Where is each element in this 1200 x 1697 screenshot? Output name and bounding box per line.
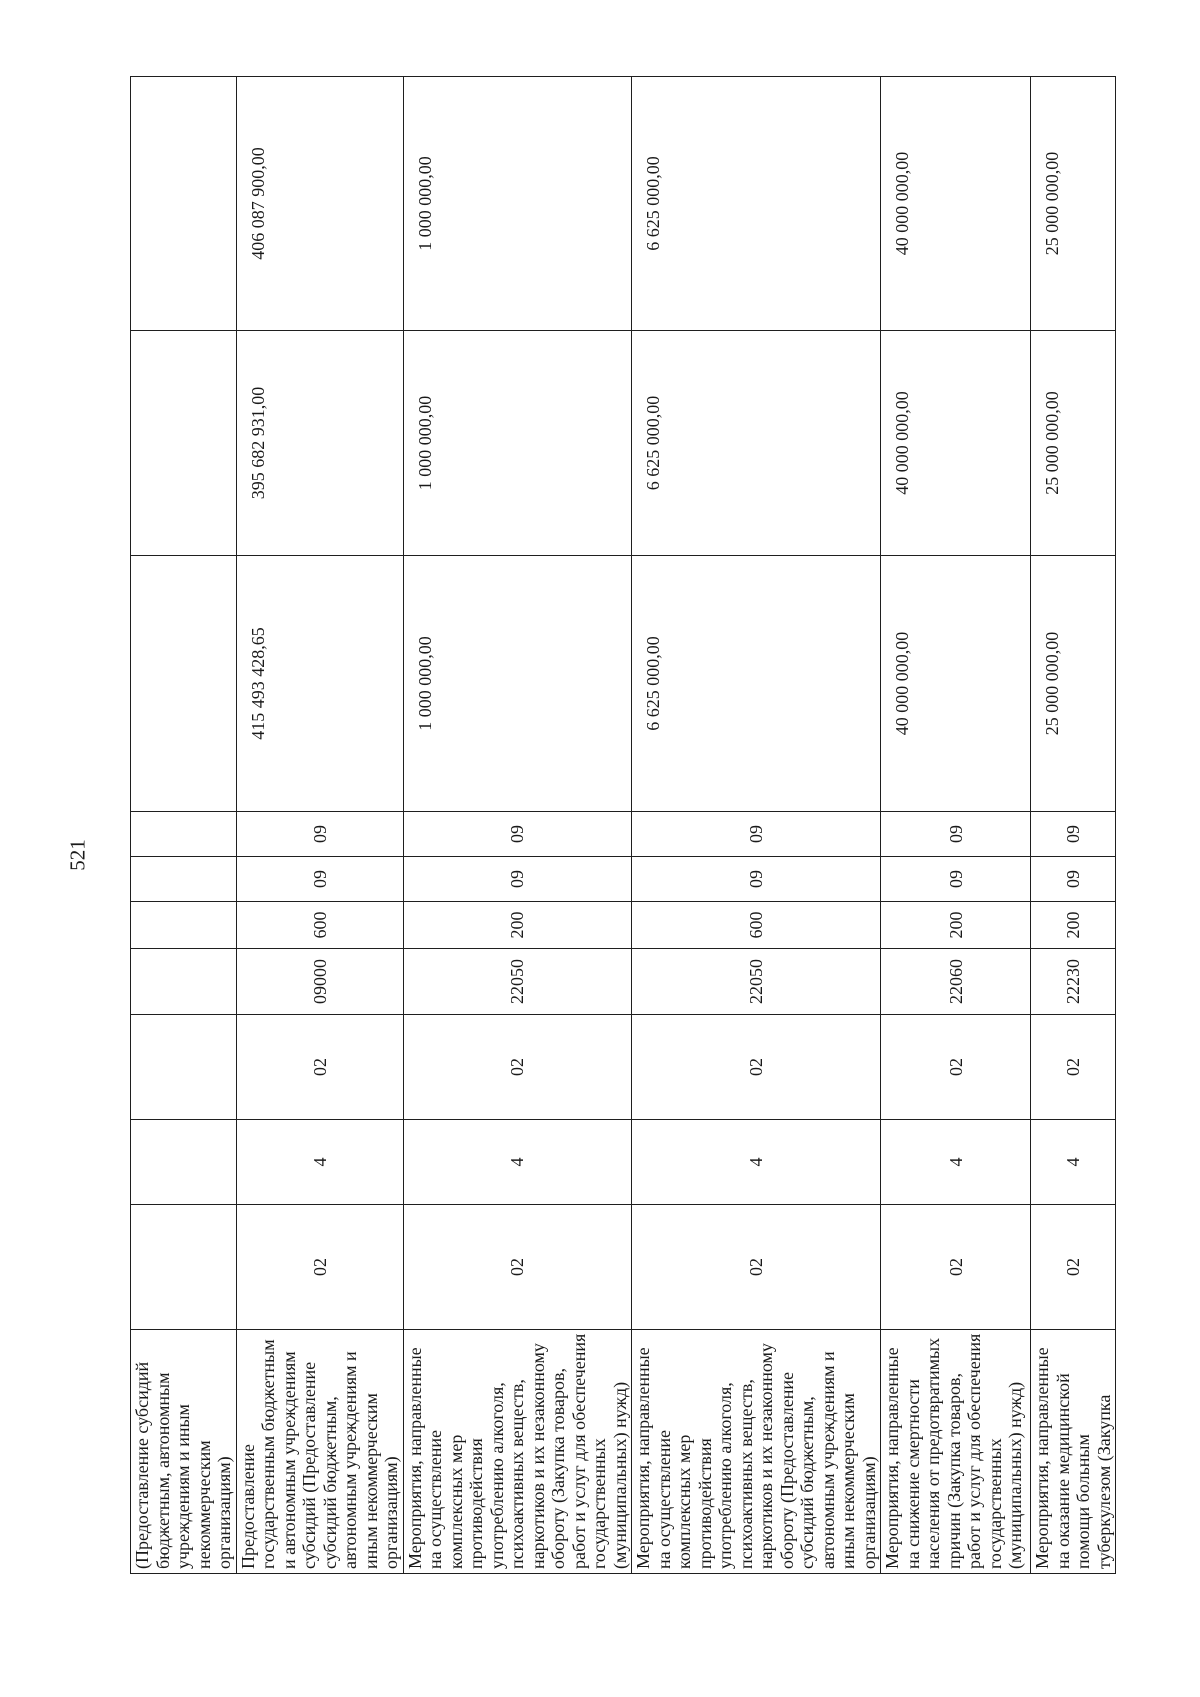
cell-section: 09	[403, 857, 632, 902]
cell-amount-year-1: 6 625 000,00	[632, 556, 881, 812]
cell-amount-year-1: 415 493 428,65	[236, 556, 403, 812]
cell-expense-type	[131, 902, 237, 949]
cell-program: 02	[632, 1205, 881, 1330]
cell-subsection: 09	[236, 812, 403, 857]
table-row	[131, 77, 237, 1574]
cell-section: 09	[1031, 857, 1116, 902]
cell-amount-year-2: 25 000 000,00	[1031, 331, 1116, 556]
cell-activity: 02	[236, 1015, 403, 1120]
cell-program: 02	[403, 1205, 632, 1330]
cell-direction: 22060	[881, 949, 1031, 1015]
cell-subprogram	[131, 1120, 237, 1205]
cell-section: 09	[236, 857, 403, 902]
table-row	[1031, 77, 1116, 1574]
cell-subprogram: 4	[632, 1120, 881, 1205]
cell-amount-year-2: 1 000 000,00	[403, 331, 632, 556]
table-row	[881, 77, 1031, 1574]
cell-program: 02	[1031, 1205, 1116, 1330]
cell-amount-year-1: 1 000 000,00	[403, 556, 632, 812]
cell-amount-year-3	[131, 77, 237, 331]
cell-activity: 02	[881, 1015, 1031, 1120]
cell-subsection: 09	[403, 812, 632, 857]
cell-direction: 22050	[403, 949, 632, 1015]
cell-direction: 09000	[236, 949, 403, 1015]
cell-amount-year-3: 25 000 000,00	[1031, 77, 1116, 331]
cell-expense-type: 200	[1031, 902, 1116, 949]
row-description: Мероприятия, направленные на снижение смертности населения от предотвратимых причин (Закупка товаров, работ и услуг для обеспечения государственных (муниципальных) нужд)	[881, 1330, 1031, 1574]
cell-direction	[131, 949, 237, 1015]
cell-subsection	[131, 812, 237, 857]
cell-expense-type: 600	[632, 902, 881, 949]
cell-amount-year-3: 406 087 900,00	[236, 77, 403, 331]
cell-activity: 02	[1031, 1015, 1116, 1120]
cell-amount-year-3: 40 000 000,00	[881, 77, 1031, 331]
row-description: Мероприятия, направленные на осуществление комплексных мер противодействия употреблению алкоголя, психоактивных веществ, наркотиков и их незаконному обороту (Закупка товаров, работ и услуг для обеспечения государственных (муниципальных) нужд)	[403, 1330, 632, 1574]
cell-amount-year-1: 25 000 000,00	[1031, 556, 1116, 812]
budget-table	[130, 76, 1116, 1574]
cell-section	[131, 857, 237, 902]
cell-amount-year-1: 40 000 000,00	[881, 556, 1031, 812]
cell-direction: 22050	[632, 949, 881, 1015]
cell-expense-type: 200	[881, 902, 1031, 949]
cell-subprogram: 4	[1031, 1120, 1116, 1205]
row-description: Предоставление государственным бюджетным и автономным учреждениям субсидий (Предоставление субсидий бюджетным, автономным учреждениям и иным некоммерческим организациям)	[236, 1330, 403, 1574]
table-row	[403, 77, 632, 1574]
cell-subsection: 09	[881, 812, 1031, 857]
cell-program: 02	[236, 1205, 403, 1330]
row-description: (Предоставление субсидий бюджетным, автономным учреждениям и иным некоммерческим организациям)	[131, 1330, 237, 1574]
row-description: Мероприятия, направленные на осуществление комплексных мер противодействия употреблению алкоголя, психоактивных веществ, наркотиков и их незаконному обороту (Предоставление субсидий бюджетным, автономным учреждениям и иным некоммерческим организациям)	[632, 1330, 881, 1574]
cell-expense-type: 600	[236, 902, 403, 949]
rotated-table-wrapper	[130, 77, 1114, 1574]
cell-subprogram: 4	[403, 1120, 632, 1205]
cell-activity: 02	[632, 1015, 881, 1120]
cell-activity: 02	[403, 1015, 632, 1120]
cell-subsection: 09	[1031, 812, 1116, 857]
cell-section: 09	[881, 857, 1031, 902]
cell-amount-year-2: 6 625 000,00	[632, 331, 881, 556]
cell-subprogram: 4	[236, 1120, 403, 1205]
page-number: 521	[65, 839, 90, 871]
cell-amount-year-1	[131, 556, 237, 812]
cell-program	[131, 1205, 237, 1330]
cell-amount-year-2: 395 682 931,00	[236, 331, 403, 556]
cell-amount-year-2: 40 000 000,00	[881, 331, 1031, 556]
cell-subsection: 09	[632, 812, 881, 857]
row-description: Мероприятия, направленные на оказание медицинской помощи больным туберкулезом (Закупка	[1031, 1330, 1116, 1574]
cell-activity	[131, 1015, 237, 1120]
table-row	[632, 77, 881, 1574]
cell-amount-year-3: 1 000 000,00	[403, 77, 632, 331]
cell-section: 09	[632, 857, 881, 902]
cell-expense-type: 200	[403, 902, 632, 949]
cell-amount-year-2	[131, 331, 237, 556]
cell-direction: 22230	[1031, 949, 1116, 1015]
cell-subprogram: 4	[881, 1120, 1031, 1205]
cell-program: 02	[881, 1205, 1031, 1330]
table-row	[236, 77, 403, 1574]
cell-amount-year-3: 6 625 000,00	[632, 77, 881, 331]
